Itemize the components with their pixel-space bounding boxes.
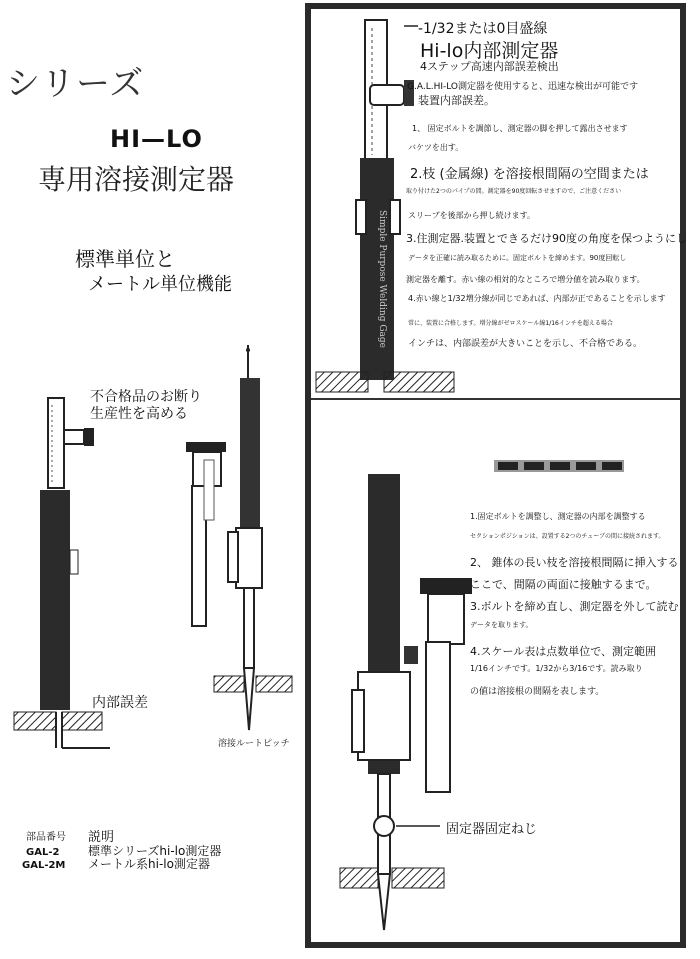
reject-callout-line1: 不合格品のお断り: [90, 389, 202, 405]
standard-units-line1: 標準単位と: [75, 247, 175, 271]
reject-callout-line2: 生産性を高める: [90, 406, 188, 422]
lower-step2: 2、 錐体の長い枝を溶接根間隔に挿入する: [470, 556, 679, 569]
lower-step4-cont: 1/16インチです。1/32から3/16です。読み取り: [470, 664, 643, 673]
upper-step3-cont: 測定器を離す。赤い線の相対的なところで増分値を読み取ります。: [406, 275, 645, 284]
lock-screw-label: 固定器固定ねじ: [446, 822, 538, 837]
part-number: GAL-2: [26, 847, 60, 858]
lower-step1-cont: セクションポジションは、設置する2つのチューブの間に接続されます。: [470, 533, 665, 540]
standard-units-line2: メートル単位機能: [88, 274, 232, 295]
inner-gauge-title: Hi-lo内部測定器: [420, 40, 559, 62]
root-pitch-label: 溶接ルートピッチ: [218, 739, 290, 749]
upper-step4: 4.赤い線と1/32増分線が同じであれば、内部が正であることを示します: [408, 294, 666, 303]
lower-step3: 3.ボルトを締め直し、測定器を外して読む: [470, 600, 679, 613]
part-number: GAL-2M: [22, 860, 66, 871]
lower-step3-cont: データを取ります。: [470, 621, 533, 629]
lower-step1: 1.固定ボルトを調整し、測定器の内部を調整する: [470, 512, 646, 521]
inner-error-label: 内部誤差: [92, 695, 148, 711]
part-number-header: 部品番号: [26, 832, 66, 843]
steps-tag: 4ステップ高速内部誤差検出: [420, 60, 559, 73]
hilo-heading: HI—LO: [110, 125, 203, 153]
upper-step4-cont: インチは、内部誤差が大きいことを示し、不合格である。: [408, 339, 643, 349]
blurred-heading-graphic: [494, 458, 634, 474]
upper-step2-cont: スリーブを後部から押し続けます。: [408, 211, 535, 220]
part-description: メートル系hi-lo測定器: [88, 857, 210, 871]
page-subtitle: 専用溶接測定器: [38, 163, 235, 196]
instruction-frame: [305, 3, 686, 948]
panel-divider: [311, 398, 680, 400]
intro-line: 装置内部誤差。: [418, 94, 495, 107]
lower-step2-cont: ここで、間隔の両面に接触するまで。: [470, 578, 657, 591]
upper-step4-cont: 常に、装置に合格します。増分線がゼロスケール線1/16インチを超える場合: [408, 320, 613, 327]
lower-step4-cont: の値は溶接根の間隔を表します。: [470, 687, 605, 697]
upper-step2: 2.枝 (金属線) を溶接根間隔の空間または: [410, 167, 649, 182]
upper-step1-cont: バケツを出す。: [408, 143, 464, 152]
upper-rod-text: Simple Purpose Welding Gage: [377, 210, 387, 348]
lower-step4: 4.スケール表は点数単位で、測定範囲: [470, 645, 657, 658]
scale-callout: -1/32または0目盛線: [418, 21, 548, 37]
description-header: 説明: [88, 830, 115, 845]
series-title: シリーズ: [6, 64, 145, 104]
upper-step2-cont: 取り付けた2つのパイプの間。測定器を90度回転させますので、ご注意ください: [406, 188, 622, 195]
intro-line: G.A.L.HI-LO測定器を使用すると、迅速な検出が可能です: [407, 82, 639, 92]
upper-step3: 3.住測定器.装置とできるだけ90度の角度を保つようにし: [406, 232, 687, 245]
upper-step3-cont: データを正確に読み取るために。固定ボルトを締めます。90度回転し: [408, 254, 627, 262]
part-description: 標準シリーズhi-lo測定器: [88, 844, 222, 858]
upper-step1: 1、 固定ボルトを調節し、測定器の脚を押して露出させます: [412, 124, 628, 133]
